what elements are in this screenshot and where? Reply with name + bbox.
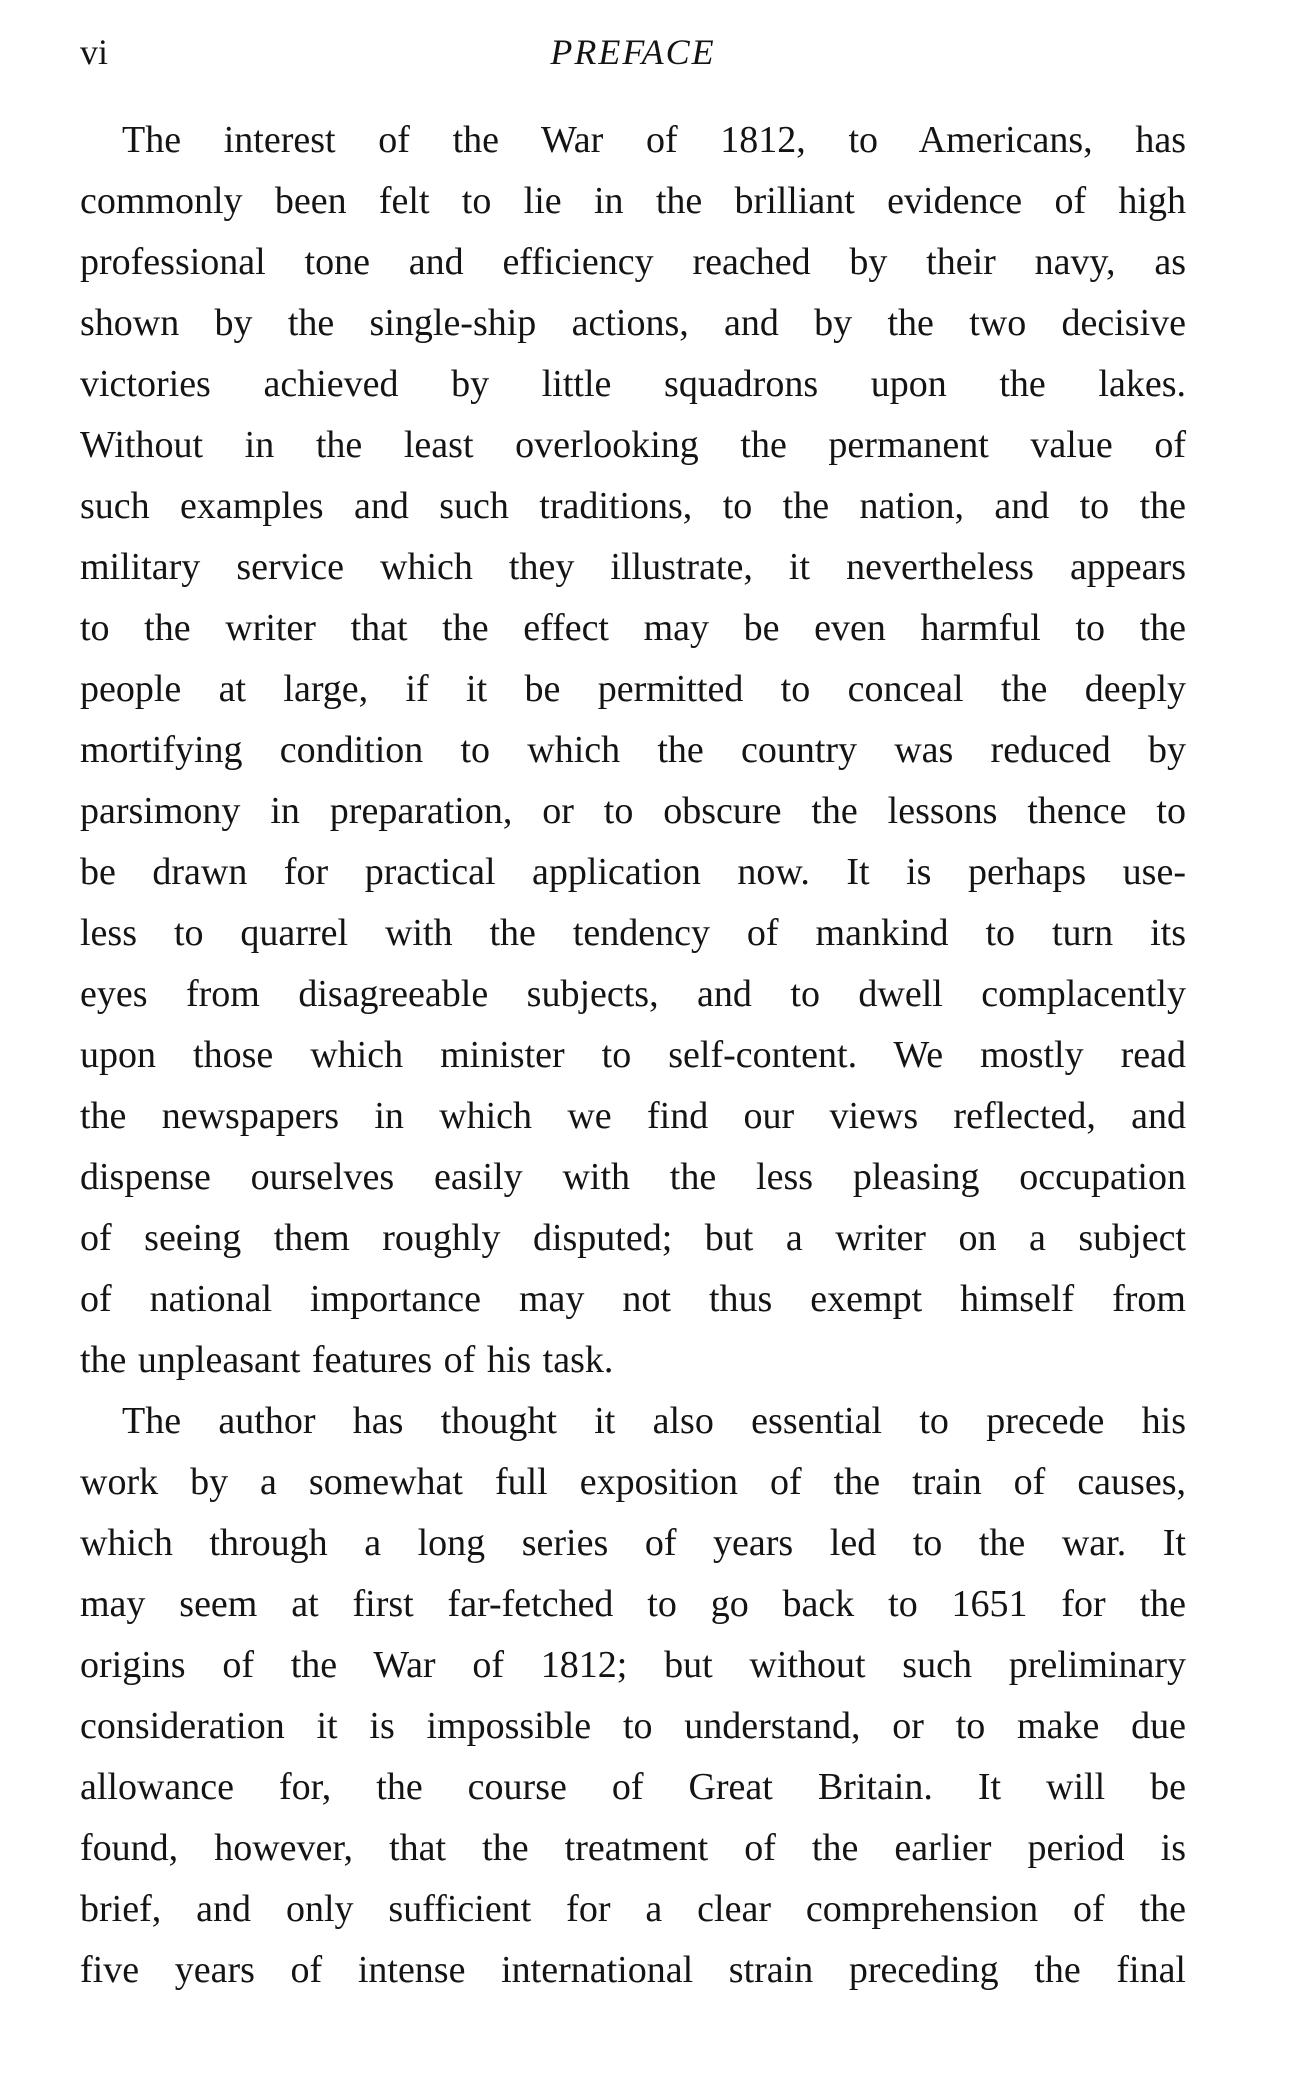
text-line: such examples and such traditions, to the nation, and to the: [80, 485, 1186, 527]
text-line: upon those which minister to self-content. We mostly read: [80, 1034, 1186, 1076]
text-line: brief, and only sufficient for a clear comprehension of the: [80, 1888, 1186, 1930]
text-line: found, however, that the treatment of the earlier period is: [80, 1827, 1186, 1869]
body-text: [80, 110, 1186, 2001]
text-line: less to quarrel with the tendency of mankind to turn its: [80, 912, 1186, 954]
text-line: of seeing them roughly disputed; but a writer on a subject: [80, 1217, 1186, 1259]
running-title: PREFACE: [550, 32, 716, 72]
text-line: parsimony in preparation, or to obscure the lessons thence to: [80, 790, 1186, 832]
text-line: of national importance may not thus exempt himself from: [80, 1278, 1186, 1320]
text-line: origins of the War of 1812; but without such preliminary: [80, 1644, 1186, 1686]
text-line: people at large, if it be permitted to conceal the deeply: [80, 668, 1186, 710]
running-head: [80, 30, 1186, 74]
text-line: consideration it is impossible to understand, or to make due: [80, 1705, 1186, 1747]
text-line: commonly been felt to lie in the brilliant evidence of high: [80, 180, 1186, 222]
text-line: shown by the single-ship actions, and by the two decisive: [80, 302, 1186, 344]
text-line: may seem at first far-fetched to go back to 1651 for the: [80, 1583, 1186, 1625]
text-line: the unpleasant features of his task.: [80, 1339, 614, 1381]
paragraph-1: [80, 110, 1186, 1391]
text-line: The author has thought it also essential to precede his: [122, 1400, 1186, 1442]
paragraph-2: [80, 1391, 1186, 2001]
text-line: to the writer that the effect may be even harmful to the: [80, 607, 1186, 649]
text-line: professional tone and efficiency reached by their navy, as: [80, 241, 1186, 283]
text-line: be drawn for practical application now. It is perhaps use-: [80, 851, 1186, 893]
text-line: allowance for, the course of Great Britain. It will be: [80, 1766, 1186, 1808]
page-number: vi: [80, 32, 109, 72]
text-line: victories achieved by little squadrons upon the lakes.: [80, 363, 1186, 405]
text-line: mortifying condition to which the country was reduced by: [80, 729, 1186, 771]
text-line: eyes from disagreeable subjects, and to dwell complacently: [80, 973, 1186, 1015]
text-line: Without in the least overlooking the permanent value of: [80, 424, 1186, 466]
text-line: which through a long series of years led to the war. It: [80, 1522, 1186, 1564]
text-line: The interest of the War of 1812, to Americans, has: [122, 119, 1186, 161]
text-line: work by a somewhat full exposition of the train of causes,: [80, 1461, 1186, 1503]
text-line: dispense ourselves easily with the less pleasing occupation: [80, 1156, 1186, 1198]
text-line: five years of intense international strain preceding the final: [80, 1949, 1186, 1991]
text-line: the newspapers in which we find our views reflected, and: [80, 1095, 1186, 1137]
text-line: military service which they illustrate, it nevertheless appears: [80, 546, 1186, 588]
